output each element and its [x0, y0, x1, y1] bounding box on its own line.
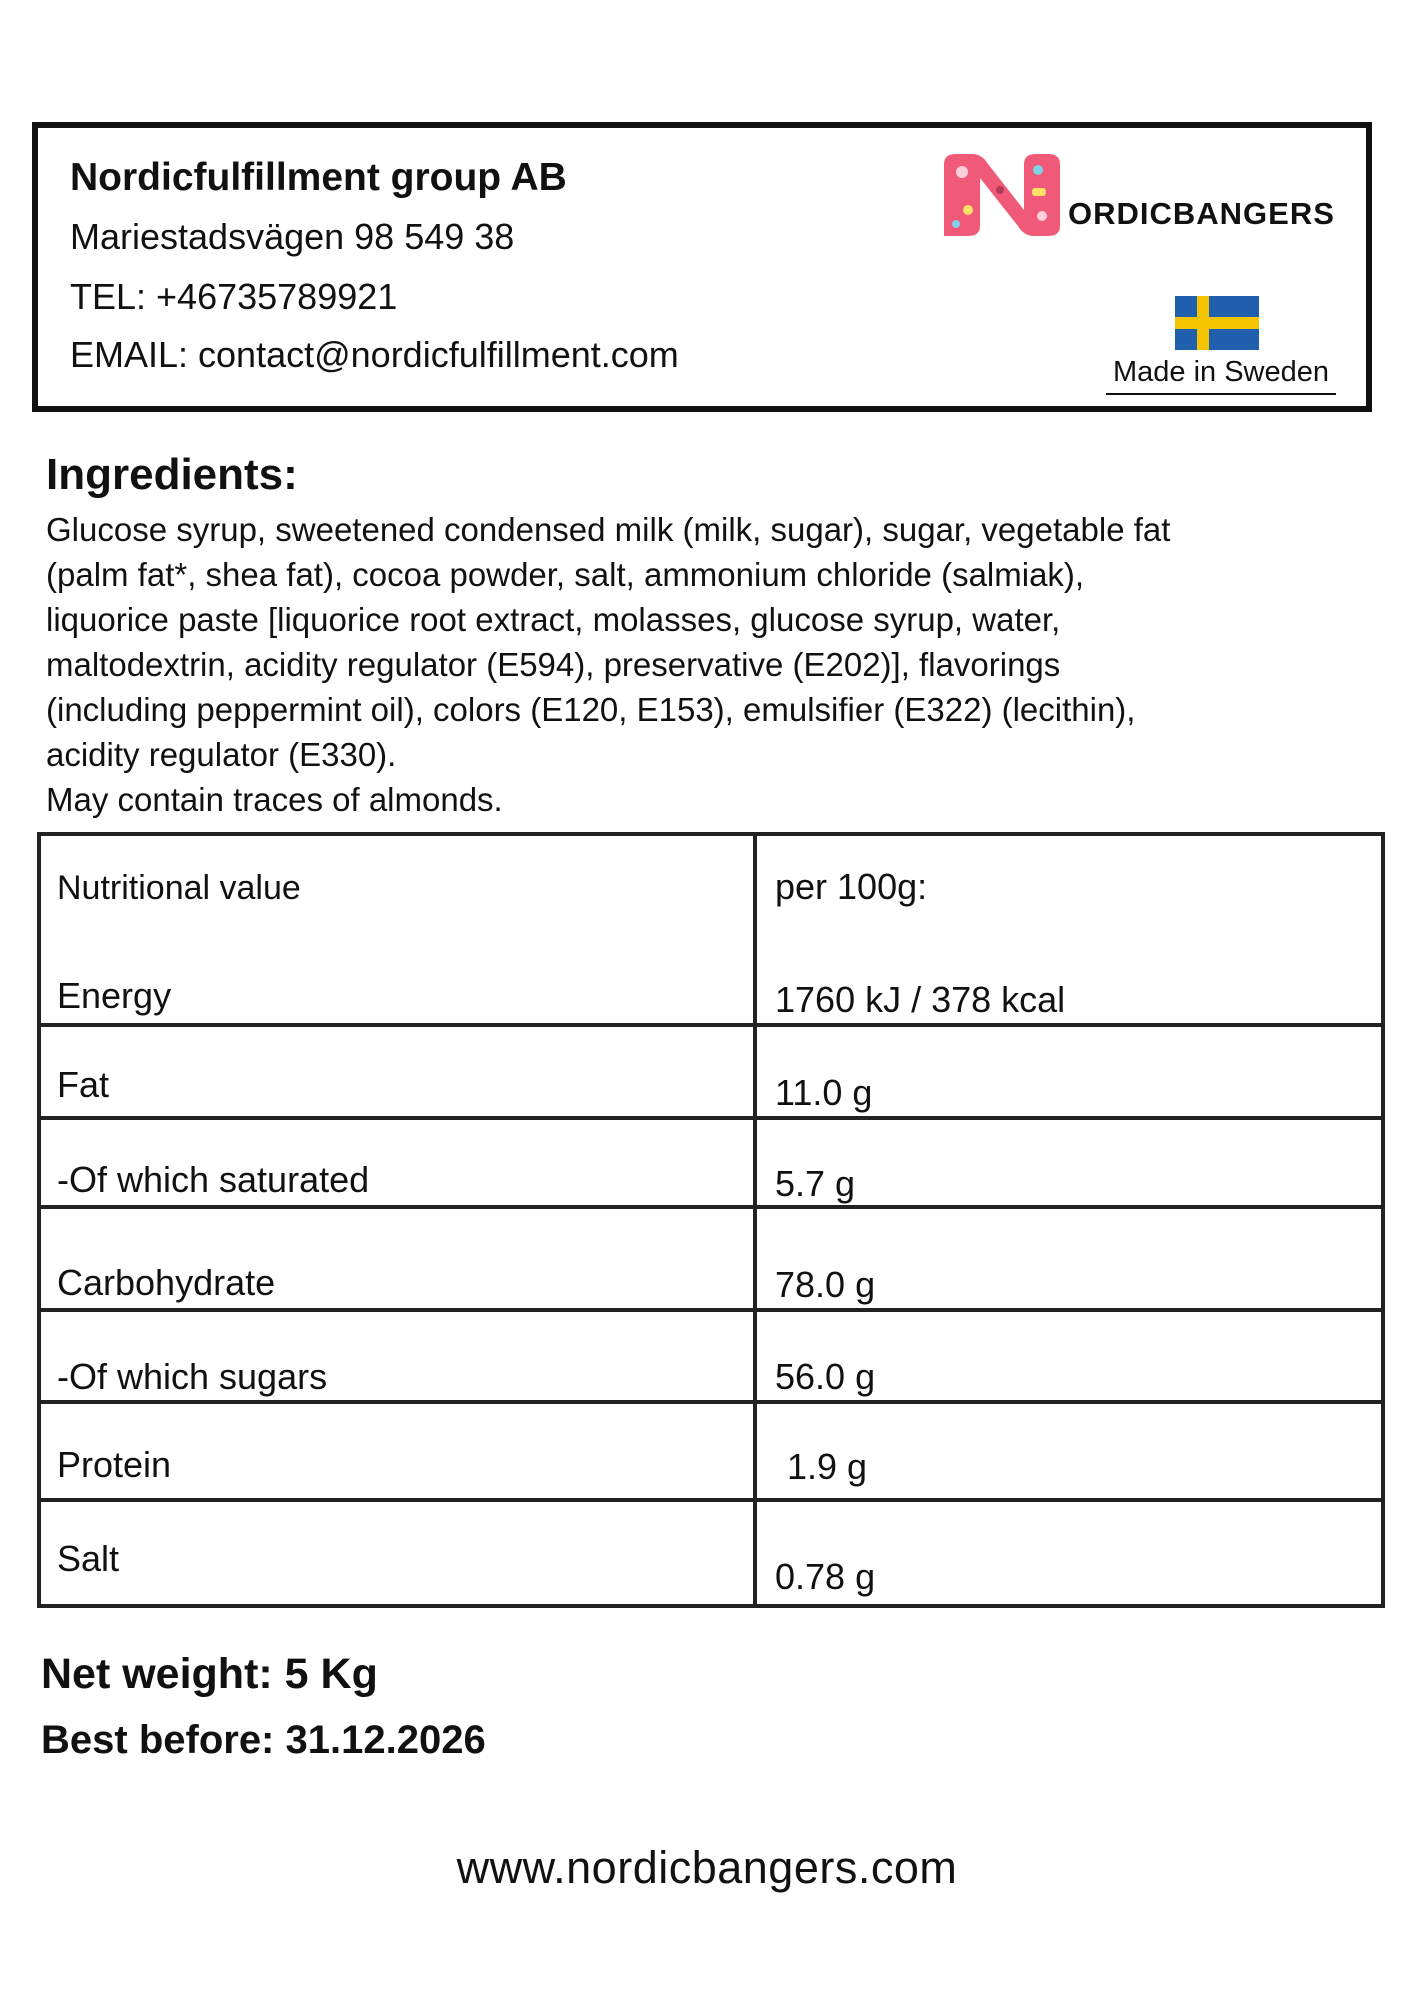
table-row	[39, 1402, 1383, 1500]
nutrient-label: Carbohydrate	[39, 1207, 755, 1310]
ingredients-title: Ingredients:	[46, 450, 298, 499]
table-row	[39, 1207, 1383, 1310]
nutrient-label: -Of which saturated	[39, 1118, 755, 1207]
table-row	[39, 1500, 1383, 1606]
ingredients-line: Glucose syrup, sweetened condensed milk (milk, sugar), sugar, vegetable fat	[46, 511, 1171, 548]
company-info-box	[32, 122, 1372, 412]
table-header-row	[39, 834, 1383, 938]
company-name: Nordicfulfillment group AB	[70, 156, 567, 199]
nutrient-value: 11.0 g	[755, 1025, 1383, 1118]
nutrient-label: Salt	[39, 1500, 755, 1606]
nutrient-label: Protein	[39, 1402, 755, 1500]
net-weight: Net weight: 5 Kg	[41, 1650, 378, 1698]
table-row	[39, 1310, 1383, 1402]
company-phone: TEL: +46735789921	[70, 276, 398, 317]
nutrient-value: 0.78 g	[755, 1500, 1383, 1606]
nutrient-label: Fat	[39, 1025, 755, 1118]
ingredients-line: (palm fat*, shea fat), cocoa powder, salt, ammonium chloride (salmiak),	[46, 556, 1085, 593]
nutrient-value: 56.0 g	[755, 1310, 1383, 1402]
allergen-note: May contain traces of almonds.	[46, 781, 503, 818]
ingredients-line: (including peppermint oil), colors (E120, E153), emulsifier (E322) (lecithin),	[46, 691, 1136, 728]
brand-logo-n-icon	[938, 150, 1068, 240]
company-address: Mariestadsvägen 98 549 38	[70, 216, 515, 257]
brand-logo-text: ORDICBANGERS	[1068, 196, 1335, 231]
best-before-date: Best before: 31.12.2026	[41, 1718, 486, 1762]
nutrient-value: 1.9 g	[755, 1402, 1383, 1500]
nutrition-header-value: per 100g:	[775, 866, 928, 907]
table-row	[39, 938, 1383, 1025]
table-row	[39, 1118, 1383, 1207]
ingredients-line: maltodextrin, acidity regulator (E594), preservative (E202)], flavorings	[46, 646, 1061, 683]
nutrient-label: -Of which sugars	[39, 1310, 755, 1402]
nutrition-header-label: Nutritional value	[57, 869, 301, 907]
nutrition-table	[37, 832, 1385, 1608]
nutrient-label: Energy	[39, 938, 755, 1025]
table-row	[39, 1025, 1383, 1118]
nutrient-value: 1760 kJ / 378 kcal	[755, 938, 1383, 1025]
company-email: EMAIL: contact@nordicfulfillment.com	[70, 334, 679, 375]
ingredients-line: liquorice paste [liquorice root extract, molasses, glucose syrup, water,	[46, 601, 1061, 638]
made-in-label: Made in Sweden	[1106, 356, 1336, 395]
ingredients-line: acidity regulator (E330).	[46, 736, 397, 773]
nutrient-value: 5.7 g	[755, 1118, 1383, 1207]
website-link[interactable]: www.nordicbangers.com	[456, 1842, 958, 1893]
nutrient-value: 78.0 g	[755, 1207, 1383, 1310]
brand-logo	[938, 150, 1358, 240]
ingredients-text	[46, 507, 1346, 822]
sweden-flag-icon	[1175, 296, 1259, 350]
